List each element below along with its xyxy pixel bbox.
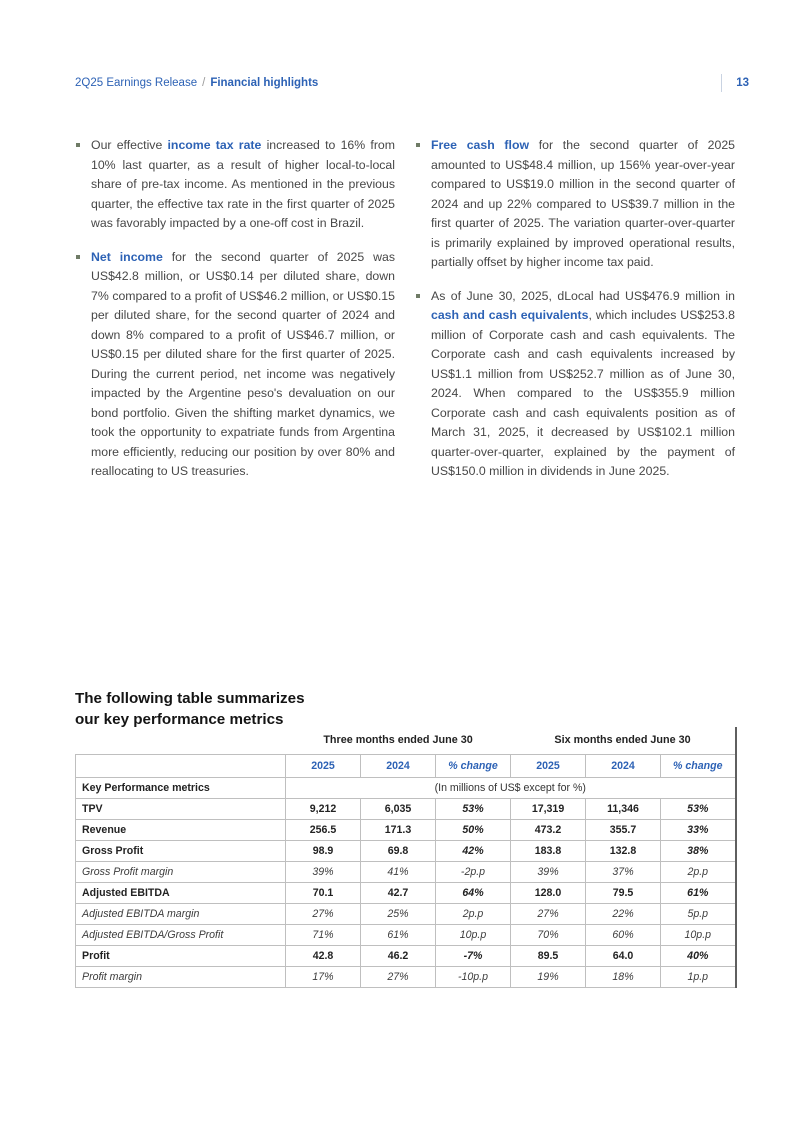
row-value: 46.2 — [361, 945, 436, 966]
section-label: Key Performance metrics — [76, 777, 286, 798]
bullet-text-segment: , which includes US$253.8 million of Corporate cash and cash equivalents. The Corporate cash and cash equivalents increased by US$1.1 million from US$252.7 million as of June 30, 2024. When compared to the US$355.9 million Corporate cash and cash equivalents position as of March 31, 2025, it decreased by US$102.1 million quarter-over-quarter, explained by the payment of US$150.0 million in dividends in June 2025. — [431, 308, 735, 478]
left-column — [75, 136, 395, 496]
row-value: 61% — [361, 924, 436, 945]
breadcrumb-release: 2Q25 Earnings Release — [75, 77, 198, 89]
bullet-accent-term: cash and cash equivalents — [431, 308, 589, 322]
bullet-text-segment: Our effective — [91, 138, 168, 152]
row-value: 128.0 — [511, 882, 586, 903]
row-label: Revenue — [76, 819, 286, 840]
row-label: Adjusted EBITDA/Gross Profit — [76, 924, 286, 945]
table-row — [76, 861, 736, 882]
table-row — [76, 966, 736, 987]
table-row — [76, 924, 736, 945]
bullet-paragraph — [91, 136, 395, 234]
row-value: 25% — [361, 903, 436, 924]
table-row — [76, 840, 736, 861]
section-heading-line2: our key performance metrics — [75, 711, 284, 728]
row-value: 2p.p — [436, 903, 511, 924]
row-value: 98.9 — [286, 840, 361, 861]
section-heading — [75, 688, 305, 730]
row-value: 39% — [286, 861, 361, 882]
table-row — [76, 882, 736, 903]
row-value: 10p.p — [661, 924, 736, 945]
column-header-2024: 2024 — [361, 754, 436, 777]
bullet-paragraph — [91, 248, 395, 482]
table-row — [76, 798, 736, 819]
table-group-header-row — [76, 727, 736, 754]
column-header-pct-change: % change — [436, 754, 511, 777]
row-label: Profit margin — [76, 966, 286, 987]
row-value: 40% — [661, 945, 736, 966]
row-value: 171.3 — [361, 819, 436, 840]
row-value: 60% — [586, 924, 661, 945]
row-value: 42% — [436, 840, 511, 861]
bullet-list-right — [415, 136, 735, 482]
column-header-pct-change: % change — [661, 754, 736, 777]
row-value: 42.7 — [361, 882, 436, 903]
row-value: 5p.p — [661, 903, 736, 924]
bullet-accent-term: Net income — [91, 249, 163, 264]
row-value: -10p.p — [436, 966, 511, 987]
kpi-table — [75, 727, 737, 988]
row-value: 11,346 — [586, 798, 661, 819]
group-header-six-months: Six months ended June 30 — [511, 727, 736, 754]
bullet-icon — [76, 143, 80, 147]
row-value: 1p.p — [661, 966, 736, 987]
table-row — [76, 945, 736, 966]
row-value: 61% — [661, 882, 736, 903]
row-value: 132.8 — [586, 840, 661, 861]
row-value: 17% — [286, 966, 361, 987]
row-label: TPV — [76, 798, 286, 819]
bullet-accent-term: income tax rate — [167, 138, 262, 152]
breadcrumb — [75, 77, 318, 89]
header-divider — [721, 74, 722, 92]
bullet-text-segment: increased to 16% from 10% last quarter, as a result of higher local-to-local share of pre-tax income. As mentioned in the previous quarter, the effective tax rate in the first quarter of 2025 was favorably impacted by a one-off cost in Brazil. — [91, 138, 396, 230]
row-value: 355.7 — [586, 819, 661, 840]
list-item — [415, 136, 735, 273]
row-value: 33% — [661, 819, 736, 840]
bullet-text-segment: for the second quarter of 2025 amounted to US$48.4 million, up 156% year-over-year compared to US$19.0 million in the second quarter of 2024 and up 22% compared to US$39.7 million in the first quarter of 2025. The variation quarter-over-quarter is primarily explained by improved operational results, partially offset by higher income tax paid. — [431, 138, 735, 269]
table-section-row — [76, 777, 736, 798]
row-value: 19% — [511, 966, 586, 987]
empty-cell — [76, 754, 286, 777]
breadcrumb-separator: / — [202, 77, 206, 89]
row-value: 38% — [661, 840, 736, 861]
breadcrumb-section: Financial highlights — [210, 77, 319, 89]
row-label: Adjusted EBITDA — [76, 882, 286, 903]
row-value: 17,319 — [511, 798, 586, 819]
section-note: (In millions of US$ except for %) — [286, 777, 736, 798]
row-value: 37% — [586, 861, 661, 882]
row-value: 10p.p — [436, 924, 511, 945]
table-row — [76, 819, 736, 840]
row-value: 2p.p — [661, 861, 736, 882]
page-header — [75, 74, 749, 92]
column-header-2024: 2024 — [586, 754, 661, 777]
kpi-table-body — [76, 798, 736, 987]
row-value: 42.8 — [286, 945, 361, 966]
row-value: 27% — [286, 903, 361, 924]
row-value: 64% — [436, 882, 511, 903]
row-label: Gross Profit — [76, 840, 286, 861]
column-header-2025: 2025 — [286, 754, 361, 777]
row-value: 473.2 — [511, 819, 586, 840]
row-value: 27% — [361, 966, 436, 987]
body-columns — [75, 136, 735, 496]
bullet-paragraph — [431, 136, 735, 273]
bullet-paragraph — [431, 287, 735, 482]
bullet-text-segment: for the second quarter of 2025 was US$42.8 million, or US$0.14 per diluted share, down 7% compared to a profit of US$46.2 million, or US$0.15 per diluted share, for the second quarter of 2024 and down 8% compared to a profit of US$46.7 million, or US$0.15 per diluted share for the first quarter of 2025. During the current period, net income was negatively impacted by the Argentine peso's devaluation on our bond portfolio. Given the shifting market dynamics, we took the opportunity to expatriate funds from Argentina more efficiently, reducing our position by over 80% and reallocating to US treasuries. — [91, 249, 395, 478]
bullet-text-segment: As of June 30, 2025, dLocal had US$476.9 million in — [431, 288, 735, 303]
row-value: 183.8 — [511, 840, 586, 861]
row-label: Profit — [76, 945, 286, 966]
bullet-icon — [416, 143, 420, 147]
row-value: -2p.p — [436, 861, 511, 882]
table-column-header-row — [76, 754, 736, 777]
list-item — [75, 136, 395, 234]
row-value: 18% — [586, 966, 661, 987]
row-value: 79.5 — [586, 882, 661, 903]
row-value: 22% — [586, 903, 661, 924]
row-value: -7% — [436, 945, 511, 966]
column-header-2025: 2025 — [511, 754, 586, 777]
row-value: 9,212 — [286, 798, 361, 819]
row-value: 50% — [436, 819, 511, 840]
row-value: 64.0 — [586, 945, 661, 966]
bullet-accent-term: Free cash flow — [431, 138, 530, 152]
row-label: Gross Profit margin — [76, 861, 286, 882]
page-number: 13 — [736, 77, 749, 89]
row-value: 41% — [361, 861, 436, 882]
page-number-area — [721, 74, 749, 92]
row-value: 6,035 — [361, 798, 436, 819]
list-item — [75, 248, 395, 482]
section-heading-line1: The following table summarizes — [75, 690, 305, 707]
row-value: 69.8 — [361, 840, 436, 861]
row-value: 89.5 — [511, 945, 586, 966]
row-value: 70% — [511, 924, 586, 945]
list-item — [415, 287, 735, 482]
bullet-icon — [76, 255, 80, 259]
row-value: 71% — [286, 924, 361, 945]
right-column — [415, 136, 735, 496]
bullet-list-left — [75, 136, 395, 482]
empty-cell — [76, 727, 286, 754]
group-header-three-months: Three months ended June 30 — [286, 727, 511, 754]
table-row — [76, 903, 736, 924]
row-value: 27% — [511, 903, 586, 924]
row-value: 70.1 — [286, 882, 361, 903]
row-value: 53% — [436, 798, 511, 819]
row-value: 53% — [661, 798, 736, 819]
row-label: Adjusted EBITDA margin — [76, 903, 286, 924]
row-value: 39% — [511, 861, 586, 882]
row-value: 256.5 — [286, 819, 361, 840]
kpi-table-wrap — [75, 727, 737, 988]
bullet-icon — [416, 294, 420, 298]
